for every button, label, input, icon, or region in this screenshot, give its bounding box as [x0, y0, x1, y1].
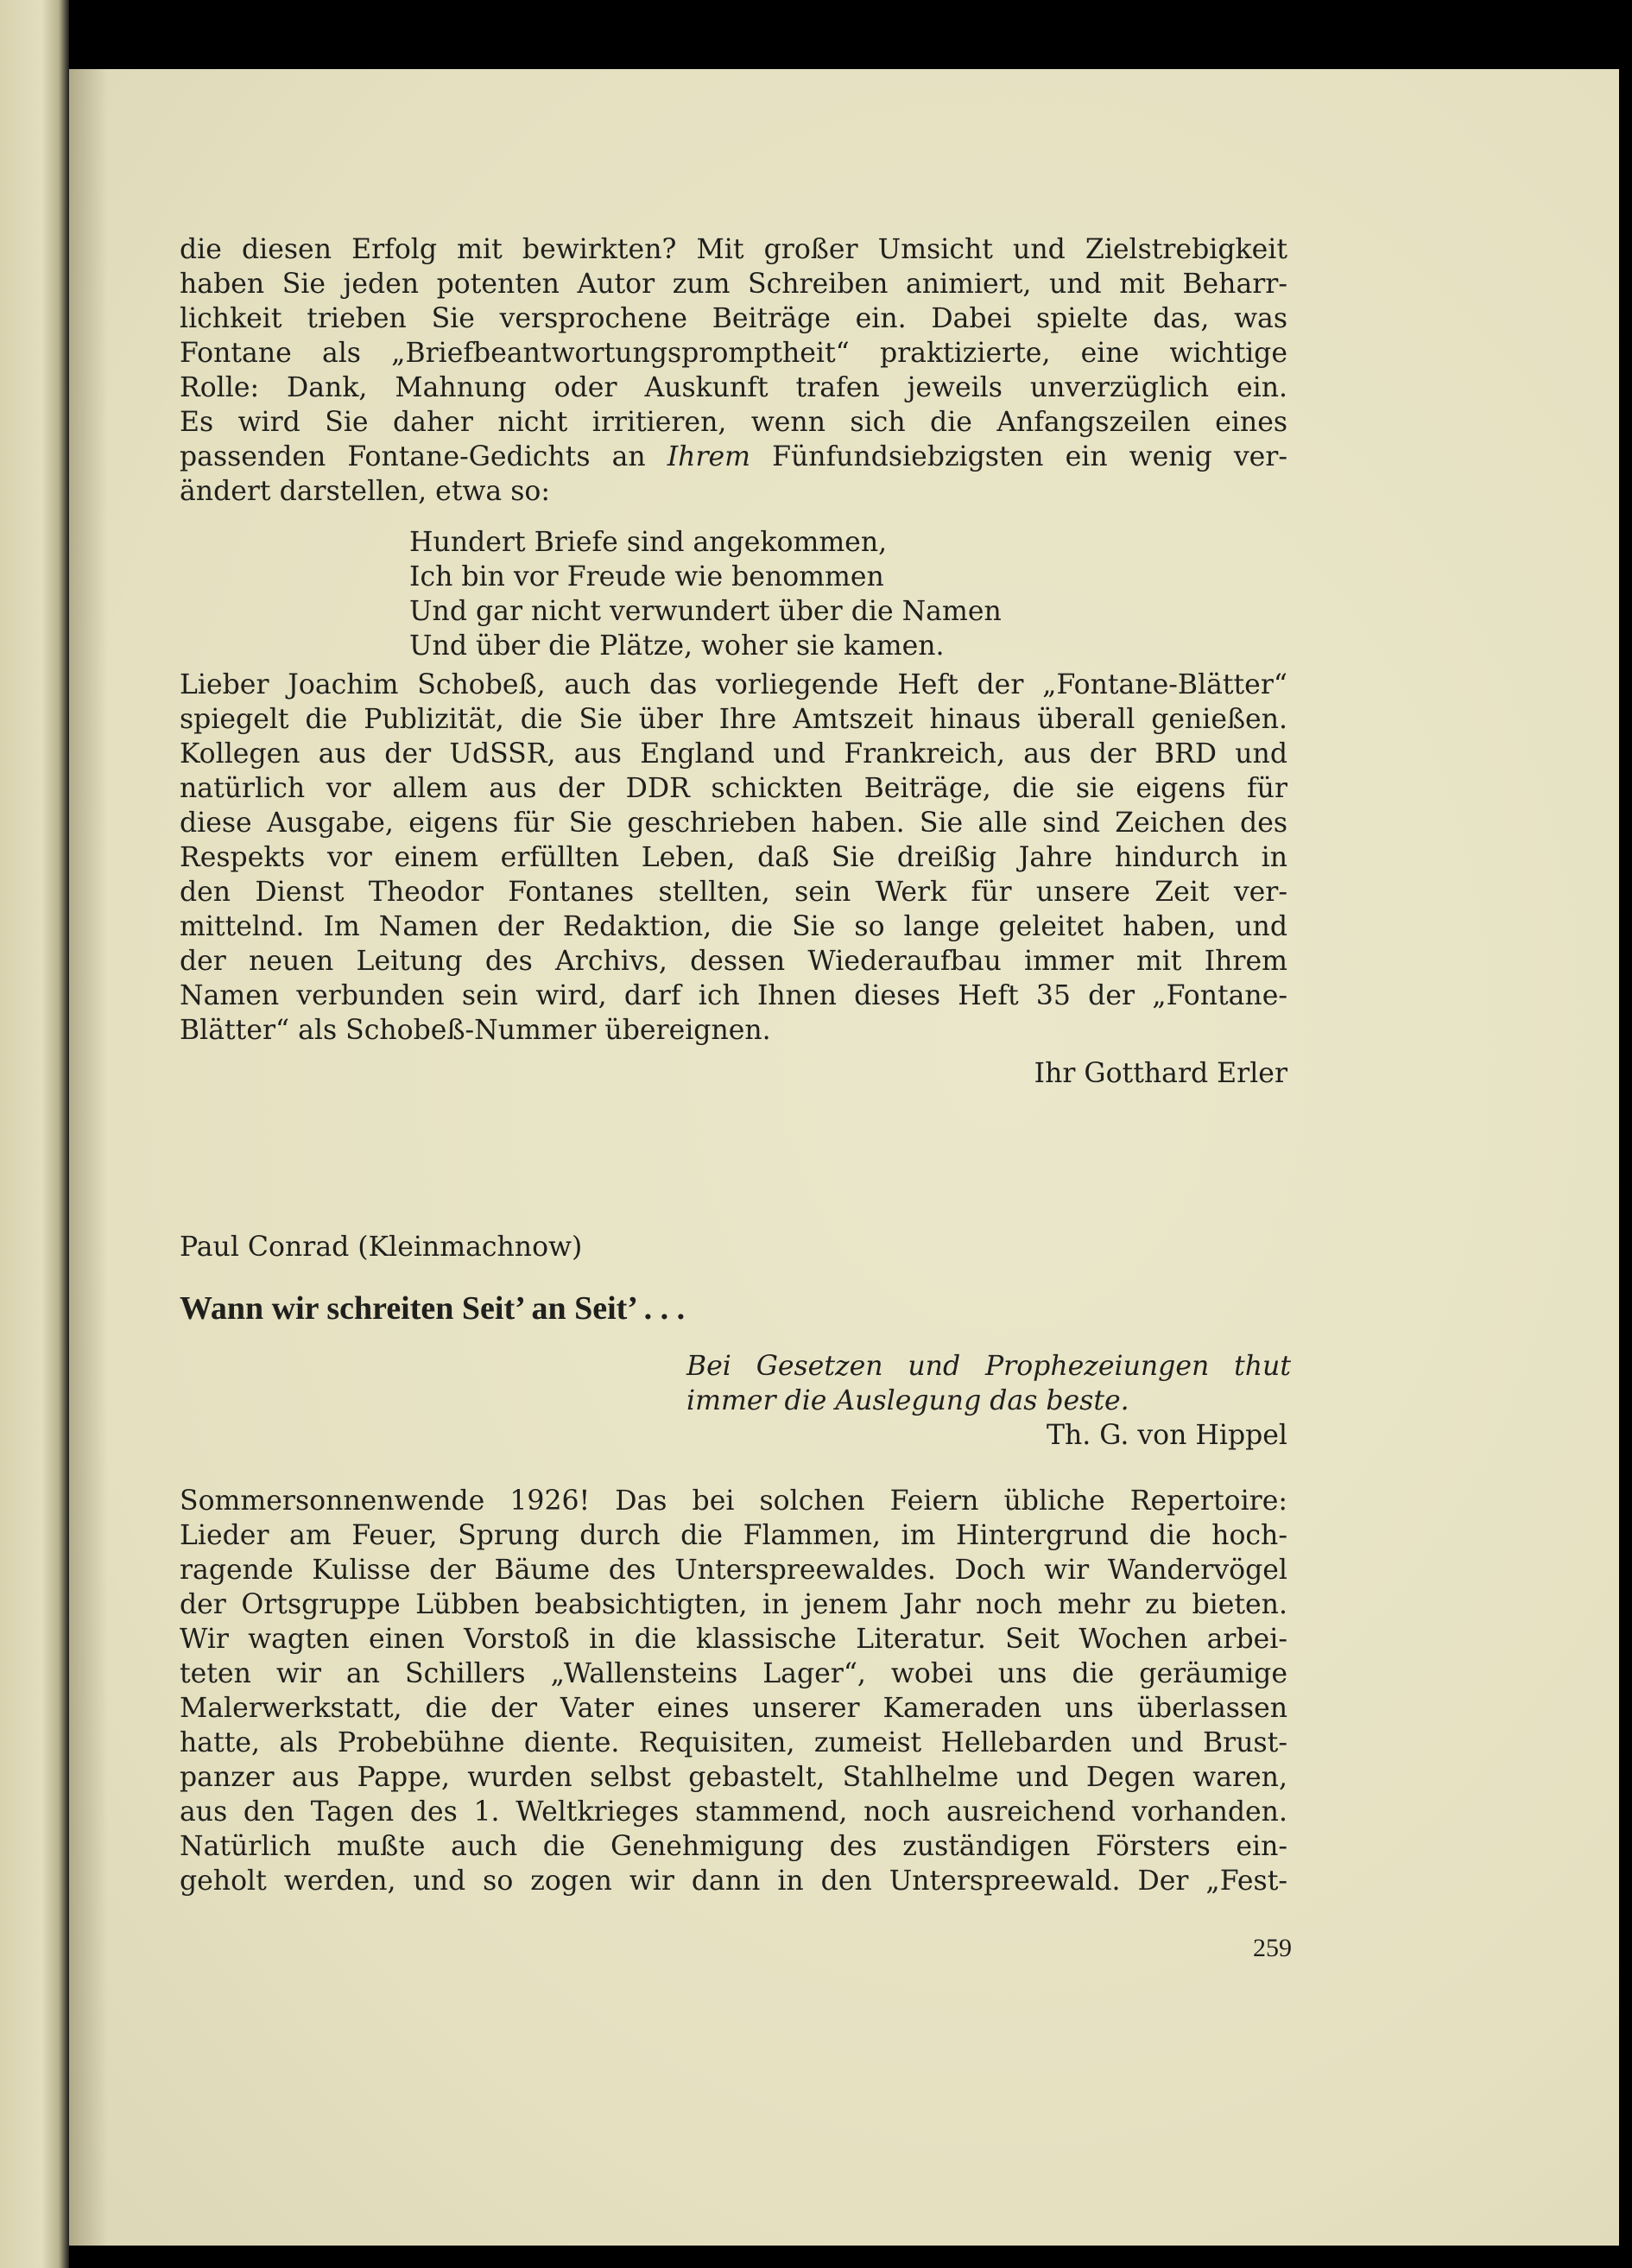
article-title: Wann wir schreiten Seit’ an Seit’ . . . [180, 1290, 686, 1327]
text-line: Fontane als „Briefbeantwortungspromptheit“ praktizierte, eine wichtige [180, 338, 1287, 369]
text-line: Malerwerkstatt, die der Vater eines unserer Kameraden uns überlassen [180, 1693, 1287, 1724]
text-line: Sommersonnenwende 1926! Das bei solchen Feiern übliche Repertoire: [180, 1486, 1287, 1517]
article-author: Paul Conrad (Kleinmachnow) [180, 1232, 583, 1263]
poem-line: Hundert Briefe sind angekommen, [409, 527, 888, 558]
text-line: ragende Kulisse der Bäume des Unterspreewaldes. Doch wir Wandervögel [180, 1555, 1287, 1586]
text-line: Namen verbunden sein wird, darf ich Ihnen dieses Heft 35 der „Fontane- [180, 980, 1287, 1011]
text-line: Respekts vor einem erfüllten Leben, daß Sie dreißig Jahre hindurch in [180, 842, 1287, 873]
text-line: geholt werden, und so zogen wir dann in den Unterspreewald. Der „Fest- [180, 1866, 1287, 1897]
text-line: teten wir an Schillers „Wallensteins Lager“, wobei uns die geräumige [180, 1658, 1287, 1689]
text-line: Es wird Sie daher nicht irritieren, wenn sich die Anfangszeilen eines [180, 407, 1287, 438]
text-line: Lieder am Feuer, Sprung durch die Flammen, im Hintergrund die hoch- [180, 1520, 1287, 1551]
text-line: panzer aus Pappe, wurden selbst gebastelt, Stahlhelme und Degen waren, [180, 1762, 1287, 1793]
paragraph-1 [180, 232, 1287, 509]
poem-line: Und über die Plätze, woher sie kamen. [409, 630, 945, 662]
paragraph-3 [180, 1484, 1287, 1898]
text-line: spiegelt die Publizität, die Sie über Ihre Amtszeit hinaus überall genießen. [180, 704, 1287, 735]
text-line: Rolle: Dank, Mahnung oder Auskunft trafen jeweils unverzüglich ein. [180, 372, 1287, 403]
text-line: aus den Tagen des 1. Weltkrieges stammend, noch ausreichend vorhanden. [180, 1796, 1287, 1828]
spine-shadow [69, 69, 108, 2246]
text-line: hatte, als Probebühne diente. Requisiten, zumeist Hellebarden und Brust- [180, 1727, 1287, 1758]
book-edge [0, 0, 69, 2268]
text-line: diese Ausgabe, eigens für Sie geschrieben haben. Sie alle sind Zeichen des [180, 808, 1287, 839]
epigraph-line: immer die Auslegung das beste. [686, 1385, 1129, 1416]
text-line: natürlich vor allem aus der DDR schickten Beiträge, die sie eigens für [180, 773, 1287, 804]
epigraph-line: Bei Gesetzen und Prophezeiungen thut [686, 1351, 1291, 1382]
epigraph [686, 1349, 1291, 1418]
text-line: ändert darstellen, etwa so: [180, 476, 550, 507]
text-line: Blätter“ als Schobeß-Nummer übereignen. [180, 1015, 771, 1046]
text-segment: passenden Fontane-Gedichts an [180, 441, 667, 472]
text-line: haben Sie jeden potenten Autor zum Schreiben animiert, und mit Beharr- [180, 269, 1287, 300]
text-line [180, 440, 1287, 474]
page-number: 259 [1253, 1934, 1292, 1962]
text-line: Kollegen aus der UdSSR, aus England und Frankreich, aus der BRD und [180, 738, 1287, 770]
text-line: Lieber Joachim Schobeß, auch das vorliegende Heft der „Fontane-Blätter“ [180, 669, 1287, 700]
text-line: die diesen Erfolg mit bewirkten? Mit großer Umsicht und Zielstrebigkeit [180, 234, 1287, 265]
poem-quote [409, 525, 1186, 663]
poem-line: Und gar nicht verwundert über die Namen [409, 596, 1002, 627]
text-line: mittelnd. Im Namen der Redaktion, die Sie so lange geleitet haben, und [180, 911, 1287, 942]
text-line: lichkeit trieben Sie versprochene Beiträge ein. Dabei spielte das, was [180, 303, 1287, 334]
epigraph-source: Th. G. von Hippel [1046, 1420, 1287, 1451]
text-line: den Dienst Theodor Fontanes stellten, sein Werk für unsere Zeit ver- [180, 877, 1287, 908]
text-segment: Fünfundsiebzigsten ein wenig ver- [750, 441, 1287, 472]
paragraph-2 [180, 668, 1287, 1048]
text-line: der neuen Leitung des Archivs, dessen Wiederaufbau immer mit Ihrem [180, 946, 1287, 977]
text-line: der Ortsgruppe Lübben beabsichtigten, in jenem Jahr noch mehr zu bieten. [180, 1589, 1287, 1620]
text-line: Wir wagten einen Vorstoß in die klassische Literatur. Seit Wochen arbei- [180, 1624, 1287, 1655]
italic-emphasis: Ihrem [667, 441, 751, 472]
signature: Ihr Gotthard Erler [1034, 1058, 1287, 1089]
poem-line: Ich bin vor Freude wie benommen [409, 561, 884, 592]
text-line: Natürlich mußte auch die Genehmigung des zuständigen Försters ein- [180, 1831, 1287, 1862]
